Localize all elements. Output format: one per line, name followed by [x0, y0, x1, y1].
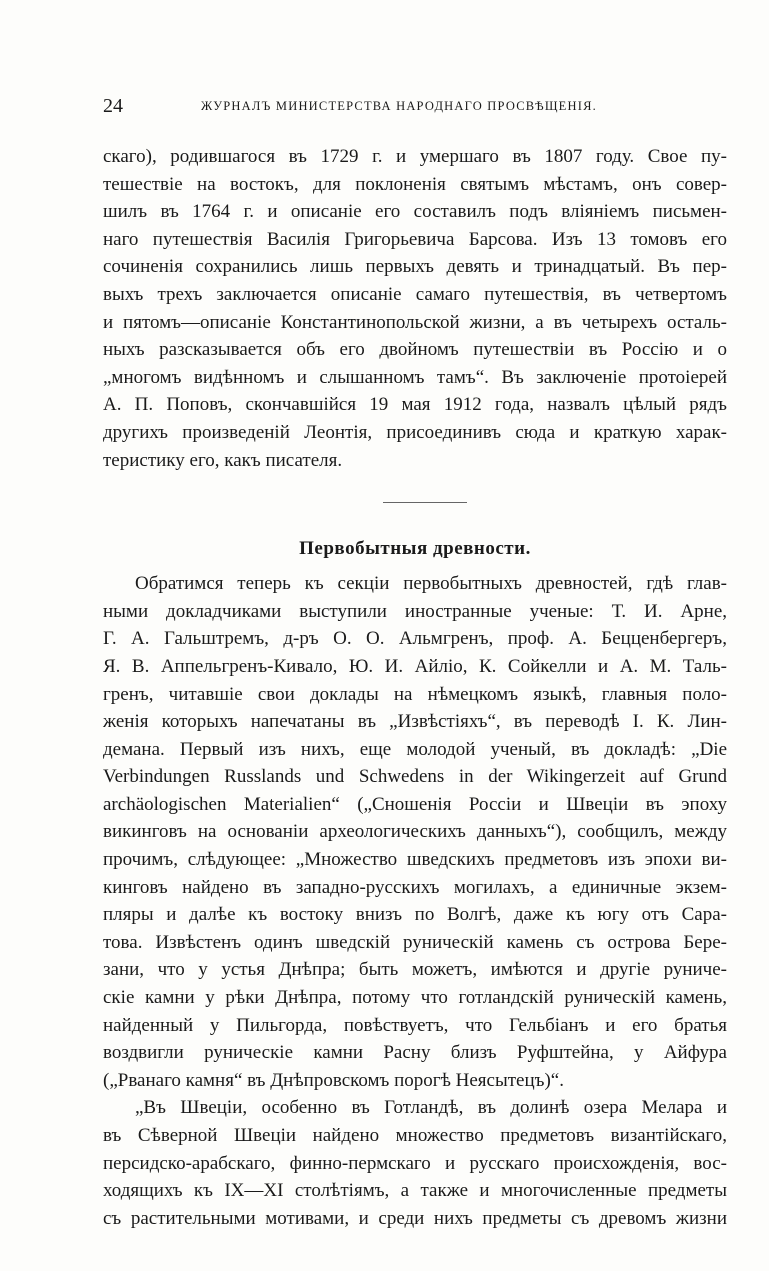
page-number: 24	[103, 95, 123, 117]
text-line: ными докладчиками выступили иностранные ученые: Т. И. Арне,	[103, 600, 727, 622]
text-line: ходящихъ къ IX—XI столѣтіямъ, а также и многочисленные предметы	[103, 1180, 727, 1202]
text-line: пляры и далѣе къ востоку внизъ по Волгѣ, даже къ югу отъ Сара-	[103, 904, 727, 926]
text-line: сочиненія сохранились лишь первыхъ девять и тринадцатый. Въ пер-	[103, 256, 727, 278]
page-header	[103, 95, 639, 119]
text-line: Г. А. Гальштремъ, д-ръ О. О. Альмгренъ, проф. А. Бецценбергеръ,	[103, 628, 727, 650]
paragraph-1	[103, 143, 727, 474]
text-line: прочимъ, слѣдующее: „Множество шведскихъ предметовъ изъ эпохи ви-	[103, 849, 727, 871]
text-line: персидско-арабскаго, финно-пермскаго и русскаго происхожденія, вос-	[103, 1152, 727, 1174]
text-line: Verbindungen Russlands und Schwedens in der Wikingerzeit auf Grund	[103, 766, 727, 788]
text-line: „Въ Швеціи, особенно въ Готландѣ, въ долинѣ озера Мелара и	[135, 1097, 727, 1119]
text-line: Я. В. Аппельгренъ-Кивало, Ю. И. Айліо, К. Сойкелли и А. М. Таль-	[103, 655, 727, 677]
text-line: шилъ въ 1764 г. и описаніе его составилъ подъ вліяніемъ письмен-	[103, 201, 727, 223]
text-line: зани, что у устья Днѣпра; быть можетъ, имѣются и другіе руниче-	[103, 959, 727, 981]
text-line: выхъ трехъ заключается описаніе самаго путешествія, въ четвертомъ	[103, 283, 727, 305]
text-line: това. Извѣстенъ одинъ шведскій руническій камень съ острова Бере-	[103, 931, 727, 953]
text-line: викинговъ на основаніи археологическихъ данныхъ“), сообщилъ, между	[103, 821, 727, 843]
text-line: теристику его, какъ писателя.	[103, 449, 343, 471]
text-line: другихъ произведеній Леонтія, присоединивъ сюда и краткую харак-	[103, 421, 727, 443]
text-line: скаго), родившагося въ 1729 г. и умершаго въ 1807 году. Свое пу-	[103, 146, 727, 167]
body-text	[103, 143, 727, 1232]
paragraph-2	[103, 570, 727, 1094]
text-line: съ растительными мотивами, и среди нихъ предметы съ древомъ жизни	[103, 1207, 727, 1229]
text-line: воздвигли руническіе камни Расну близъ Руфштейна, у Айфура	[103, 1042, 727, 1064]
text-line: въ Сѣверной Швеціи найдено множество предметовъ византійскаго,	[103, 1125, 727, 1146]
text-line: ныхъ разсказывается объ его двойномъ путешествіи въ Россію и о	[103, 339, 727, 361]
text-line: тешествіе на востокъ, для поклоненія святымъ мѣстамъ, онъ совер-	[103, 173, 727, 195]
text-line: гренъ, читавшіе свои доклады на нѣмецкомъ языкѣ, главныя поло-	[103, 683, 727, 705]
text-line: archäologischen Materialien“ („Сношенія Россіи и Швеціи въ эпоху	[103, 793, 727, 815]
text-line: Обратимся теперь къ секціи первобытныхъ древностей, гдѣ глав-	[135, 573, 727, 595]
text-line: женія которыхъ напечатаны въ „Извѣстіяхъ“, въ переводѣ І. К. Лин-	[103, 711, 727, 733]
text-line: „многомъ видѣнномъ и слышанномъ тамъ“. Въ заключеніе протоіерей	[103, 366, 727, 388]
text-line: найденный у Пильгорда, повѣствуетъ, что Гельбіанъ и его братья	[103, 1014, 727, 1036]
text-line: А. П. Поповъ, скончавшійся 19 мая 1912 года, назвалъ цѣлый рядъ	[103, 394, 727, 416]
text-line: кинговъ найдено въ западно-русскихъ могилахъ, а единичные экзем-	[103, 876, 727, 898]
section-heading: Первобытныя древности.	[299, 538, 531, 560]
text-line: наго путешествія Василія Григорьевича Барсова. Изъ 13 томовъ его	[103, 228, 727, 250]
paragraph-3	[103, 1094, 727, 1232]
text-line: демана. Первый изъ нихъ, еще молодой ученый, въ докладѣ: „Die	[103, 738, 727, 760]
section-separator	[383, 502, 467, 503]
text-line: („Рванаго камня“ въ Днѣпровскомъ порогѣ Неясытецъ)“.	[103, 1069, 564, 1091]
running-title: ЖУРНАЛЪ МИНИСТЕРСТВА НАРОДНАГО ПРОСВѢЩЕНІЯ.	[201, 99, 597, 113]
text-line: скіе камни у рѣки Днѣпра, потому что готландскій руническій камень,	[103, 987, 727, 1009]
text-line: и пятомъ—описаніе Константинопольской жизни, а въ четырехъ осталь-	[103, 311, 727, 333]
